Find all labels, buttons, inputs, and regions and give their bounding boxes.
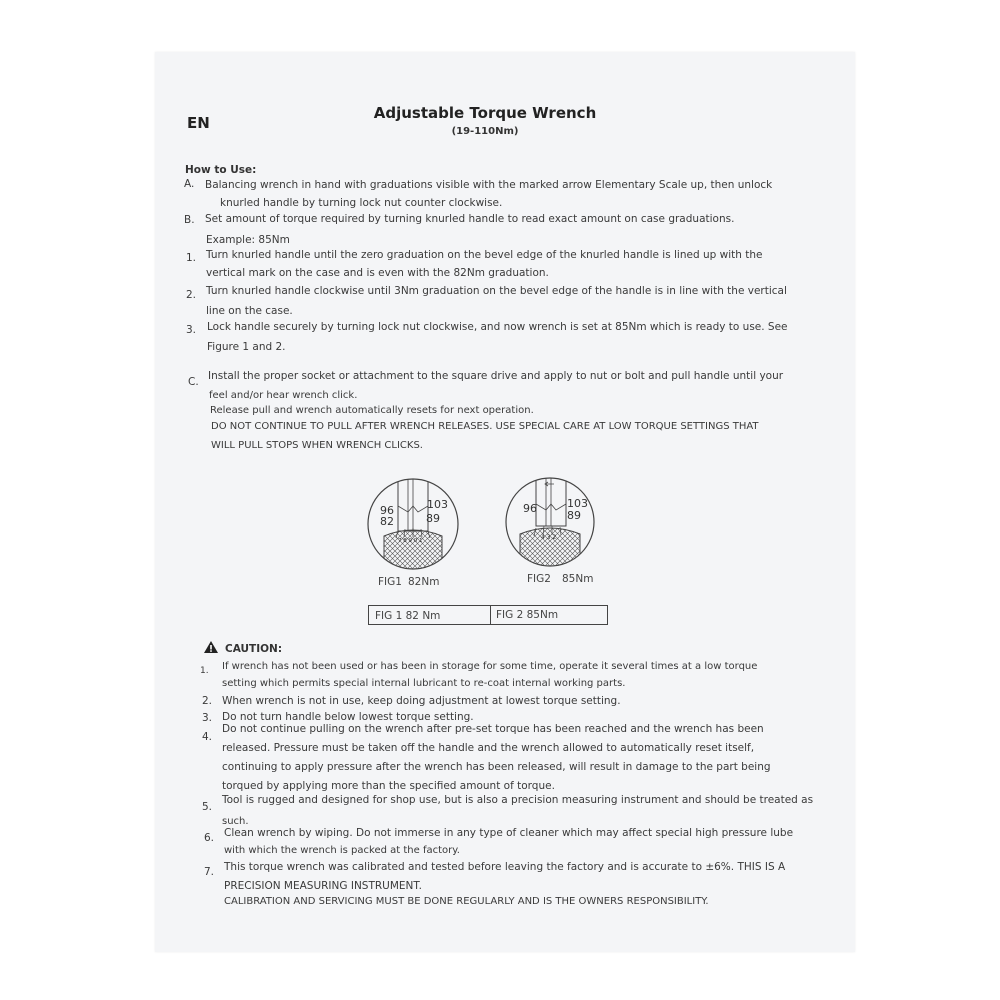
step-text: knurled handle by turning lock nut counter clockwise. bbox=[220, 197, 503, 209]
step-marker: 2. bbox=[186, 289, 197, 301]
step-marker: 3. bbox=[186, 324, 197, 336]
table-divider bbox=[490, 606, 491, 624]
caution-marker: 3. bbox=[202, 712, 213, 724]
figure-summary-table bbox=[368, 605, 608, 625]
language-code: EN bbox=[187, 114, 210, 132]
caution-marker: 7. bbox=[204, 866, 215, 878]
caution-text: If wrench has not been used or has been in storage for some time, operate it several times at a low torque bbox=[222, 661, 758, 672]
step-text: Turn knurled handle clockwise until 3Nm graduation on the bevel edge of the handle is in line with the vertical bbox=[206, 285, 787, 297]
caution-heading: CAUTION: bbox=[225, 643, 283, 655]
caution-text: Do not continue pulling on the wrench after pre-set torque has been reached and the wrench has been bbox=[222, 723, 764, 735]
fig1-label-89: 89 bbox=[426, 512, 440, 525]
fig2-dial bbox=[506, 476, 594, 585]
caution-marker: 4. bbox=[202, 731, 213, 743]
caution-marker: 1. bbox=[200, 666, 209, 676]
caution-text: This torque wrench was calibrated and tested before leaving the factory and is accurate to ±6%. THIS IS A bbox=[224, 861, 786, 873]
step-text: feel and/or hear wrench click. bbox=[209, 390, 358, 401]
step-marker: C. bbox=[188, 376, 199, 388]
caution-text: CALIBRATION AND SERVICING MUST BE DONE REGULARLY AND IS THE OWNERS RESPONSIBILITY. bbox=[224, 896, 709, 907]
step-text: Set amount of torque required by turning knurled handle to read exact amount on case graduations. bbox=[205, 213, 735, 225]
fig2-label-89: 89 bbox=[567, 509, 581, 522]
fig1-label-96: 96 bbox=[380, 504, 394, 517]
caution-text: continuing to apply pressure after the wrench has been released, will result in damage to the part being bbox=[222, 761, 771, 773]
fig1-dial bbox=[368, 476, 458, 588]
fig1-dial-digits: 7 8 9 0 1 bbox=[398, 538, 423, 544]
table-cell-fig2: FIG 2 85Nm bbox=[496, 609, 559, 621]
step-text: Release pull and wrench automatically resets for next operation. bbox=[210, 405, 534, 416]
warning-text: WILL PULL STOPS WHEN WRENCH CLICKS. bbox=[211, 440, 423, 451]
caution-text: setting which permits special internal lubricant to re-coat internal working parts. bbox=[222, 678, 626, 689]
step-text: Balancing wrench in hand with graduations visible with the marked arrow Elementary Scale up, then unlock bbox=[205, 179, 773, 191]
caution-text: Tool is rugged and designed for shop use, but is also a precision measuring instrument and should be treated as bbox=[222, 794, 814, 806]
caution-marker: 2. bbox=[202, 695, 213, 707]
step-marker: 1. bbox=[186, 252, 197, 264]
warning-text: DO NOT CONTINUE TO PULL AFTER WRENCH RELEASES. USE SPECIAL CARE AT LOW TORQUE SETTINGS THAT bbox=[211, 421, 759, 432]
step-text: Install the proper socket or attachment to the square drive and apply to nut or bolt and pull handle until your bbox=[208, 370, 784, 382]
fig1-caption-value: 82Nm bbox=[408, 576, 440, 588]
step-text: Figure 1 and 2. bbox=[207, 341, 286, 353]
warning-icon bbox=[203, 640, 219, 654]
caution-text: with which the wrench is packed at the factory. bbox=[224, 845, 460, 856]
fig2-label-103: 103 bbox=[567, 497, 588, 510]
step-text: Lock handle securely by turning lock nut clockwise, and now wrench is set at 85Nm which is ready to use. See bbox=[207, 321, 788, 333]
step-marker: B. bbox=[184, 214, 195, 226]
torque-range: (19-110Nm) bbox=[451, 126, 519, 137]
caution-marker: 5. bbox=[202, 801, 213, 813]
step-text: Turn knurled handle until the zero graduation on the bevel edge of the knurled handle is lined up with the bbox=[206, 249, 763, 261]
figures-illustration bbox=[360, 476, 620, 596]
how-to-use-heading: How to Use: bbox=[185, 164, 257, 176]
caution-marker: 6. bbox=[204, 832, 215, 844]
fig2-caption-label: FIG2 bbox=[527, 573, 551, 585]
caution-text: torqued by applying more than the specified amount of torque. bbox=[222, 780, 555, 792]
caution-text: When wrench is not in use, keep doing adjustment at lowest torque setting. bbox=[222, 695, 621, 707]
fig2-dial-digits: 4 3 2 bbox=[541, 534, 557, 541]
step-marker: A. bbox=[184, 178, 195, 190]
caution-text: PRECISION MEASURING INSTRUMENT. bbox=[224, 880, 422, 892]
caution-text: such. bbox=[222, 816, 249, 827]
step-text: vertical mark on the case and is even with the 82Nm graduation. bbox=[206, 267, 549, 279]
caution-text: Do not turn handle below lowest torque setting. bbox=[222, 711, 474, 723]
step-text: line on the case. bbox=[206, 305, 293, 317]
table-cell-fig1: FIG 1 82 Nm bbox=[375, 610, 441, 622]
fig2-caption-value: 85Nm bbox=[562, 573, 594, 585]
caution-text: released. Pressure must be taken off the handle and the wrench allowed to automatically reset itself, bbox=[222, 742, 755, 754]
step-text: Example: 85Nm bbox=[206, 234, 290, 246]
fig2-label-96: 96 bbox=[523, 502, 537, 515]
caution-text: Clean wrench by wiping. Do not immerse in any type of cleaner which may affect special high pressure lube bbox=[224, 827, 794, 839]
fig1-label-82: 82 bbox=[380, 515, 394, 528]
document-title: Adjustable Torque Wrench bbox=[373, 104, 597, 122]
fig1-caption-label: FIG1 bbox=[378, 576, 402, 588]
fig1-label-103: 103 bbox=[427, 498, 448, 511]
